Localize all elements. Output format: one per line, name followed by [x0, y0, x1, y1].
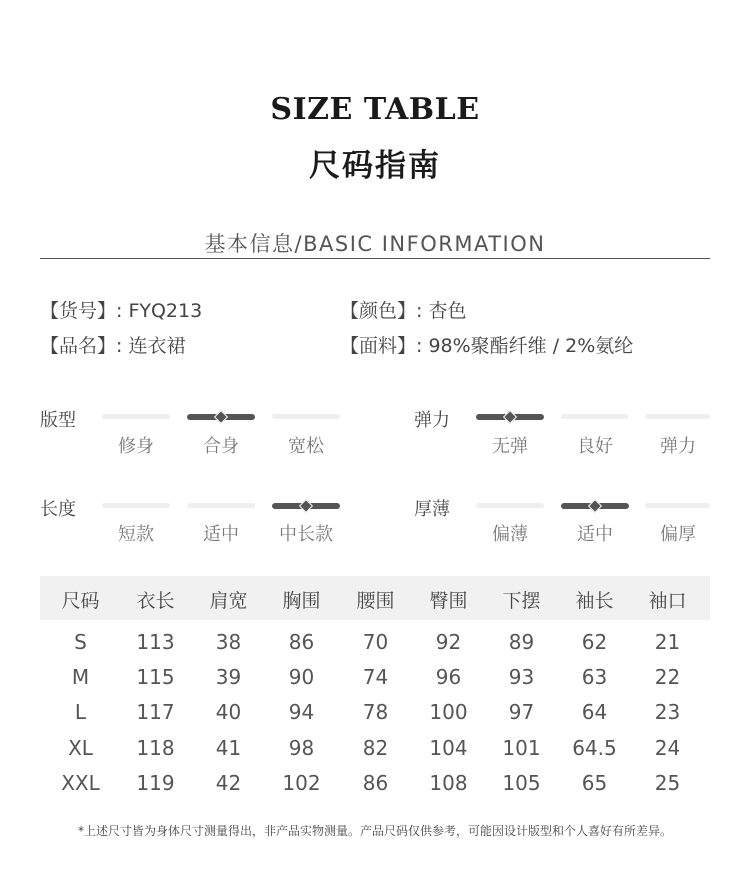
table-header-shoulder: 肩宽 [209, 590, 248, 612]
table-cell: 113 [136, 630, 175, 654]
gauge-thickness-option-3: 偏厚 [660, 524, 696, 545]
table-cell: 108 [429, 771, 468, 795]
info-name: 【品名】: 连衣裙 [40, 335, 186, 357]
table-cell: 86 [362, 771, 389, 795]
table-cell: 42 [215, 771, 242, 795]
gauge-fit-option-1: 修身 [118, 436, 154, 457]
table-cell: 97 [508, 700, 535, 724]
table-header-sleeve: 袖长 [575, 590, 614, 612]
table-cell: 98 [288, 736, 315, 760]
table-cell: 63 [581, 665, 608, 689]
section-divider [40, 258, 710, 259]
gauge-fit-option-3: 宽松 [288, 436, 324, 457]
table-cell: 115 [136, 665, 175, 689]
gauge-stretch-track-3 [645, 414, 710, 419]
table-cell: 23 [654, 700, 681, 724]
table-header-chest: 胸围 [282, 590, 321, 612]
gauge-fit-option-2: 合身 [203, 436, 239, 457]
table-cell: 64 [581, 700, 608, 724]
gauge-thickness-track-1 [476, 503, 544, 508]
footnote: *上述尺寸皆为身体尺寸测量得出，非产品实物测量。产品尺码仅供参考，可能因设计版型和个人喜好有所差异。 [77, 824, 672, 838]
table-cell: 104 [429, 736, 468, 760]
table-cell: 22 [654, 665, 681, 689]
table-cell: 64.5 [572, 736, 617, 760]
gauge-stretch-option-2: 良好 [577, 436, 613, 457]
table-cell: 118 [136, 736, 175, 760]
gauge-stretch-option-1: 无弹 [492, 436, 528, 457]
table-cell: 41 [215, 736, 242, 760]
table-cell: 93 [508, 665, 535, 689]
table-cell: 100 [429, 700, 468, 724]
info-material: 【面料】: 98%聚酯纤维 / 2%氨纶 [340, 335, 634, 357]
gauge-fit-track-2 [187, 414, 255, 420]
table-cell: 86 [288, 630, 315, 654]
table-cell: 62 [581, 630, 608, 654]
table-cell: 39 [215, 665, 242, 689]
gauge-fit-track-3 [272, 414, 340, 419]
gauge-thickness-label: 厚薄 [414, 499, 450, 520]
table-cell: 119 [136, 771, 175, 795]
table-cell: 82 [362, 736, 389, 760]
table-cell: 65 [581, 771, 608, 795]
info-item-no: 【货号】: FYQ213 [40, 300, 203, 322]
gauge-length-option-1: 短款 [118, 524, 154, 545]
table-cell: 25 [654, 771, 681, 795]
gauge-stretch-track-2 [561, 414, 629, 419]
table-cell: 24 [654, 736, 681, 760]
table-cell: 96 [435, 665, 462, 689]
table-header-size: 尺码 [61, 590, 100, 612]
table-cell: 70 [362, 630, 389, 654]
table-header-hip: 臀围 [429, 590, 468, 612]
table-cell: 78 [362, 700, 389, 724]
table-cell: 38 [215, 630, 242, 654]
gauge-length-track-3 [272, 503, 340, 509]
gauge-thickness-track-2 [561, 503, 629, 509]
gauge-thickness-option-1: 偏薄 [492, 524, 528, 545]
gauge-length-label: 长度 [40, 499, 76, 520]
title-cn: 尺码指南 [309, 148, 441, 184]
table-header-hem: 下摆 [502, 590, 541, 612]
table-cell: 101 [502, 736, 541, 760]
table-header-length: 衣长 [136, 590, 175, 612]
gauge-thickness-track-3 [645, 503, 710, 508]
table-cell: XXL [61, 771, 100, 795]
info-color: 【颜色】: 杏色 [340, 300, 467, 322]
table-cell: M [71, 665, 90, 689]
table-cell: XL [68, 736, 93, 760]
table-cell: 117 [136, 700, 175, 724]
gauge-stretch-option-3: 弹力 [660, 436, 696, 457]
table-cell: 40 [215, 700, 242, 724]
gauge-stretch-track-1 [476, 414, 544, 420]
gauge-length-option-2: 适中 [203, 524, 239, 545]
table-header-cuff: 袖口 [648, 590, 687, 612]
table-cell: 89 [508, 630, 535, 654]
table-cell: 105 [502, 771, 541, 795]
title-en: SIZE TABLE [270, 92, 480, 127]
table-header-waist: 腰围 [356, 590, 395, 612]
table-cell: 94 [288, 700, 315, 724]
gauge-length-track-2 [187, 503, 255, 508]
table-cell: S [74, 630, 87, 654]
gauge-length-option-3: 中长款 [279, 524, 333, 545]
table-cell: 92 [435, 630, 462, 654]
gauge-stretch-label: 弹力 [414, 410, 450, 431]
gauge-fit-track-1 [102, 414, 170, 419]
gauge-fit-label: 版型 [40, 410, 76, 431]
section-title: 基本信息/BASIC INFORMATION [204, 232, 546, 256]
table-cell: 102 [282, 771, 321, 795]
gauge-length-track-1 [102, 503, 170, 508]
gauge-thickness-option-2: 适中 [577, 524, 613, 545]
table-cell: 21 [654, 630, 681, 654]
table-cell: 74 [362, 665, 389, 689]
table-cell: 90 [288, 665, 315, 689]
table-cell: L [74, 700, 87, 724]
